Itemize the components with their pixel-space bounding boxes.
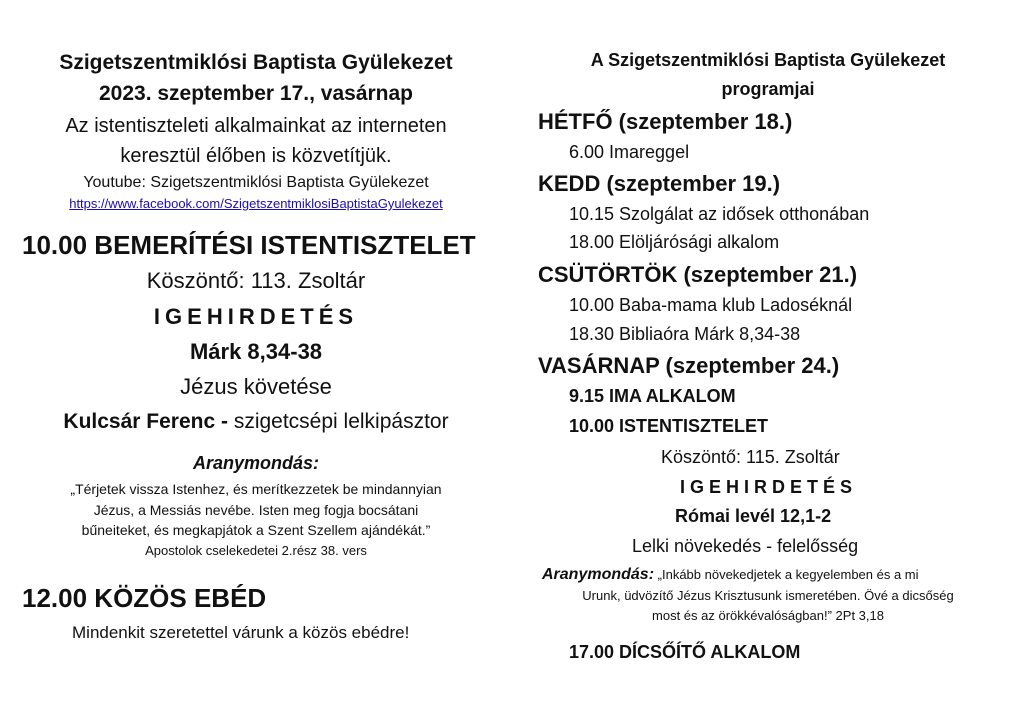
facebook-link[interactable]: https://www.facebook.com/SzigetszentmiklosiBaptistaGyulekezet (69, 196, 443, 211)
preacher-role: szigetcsépi lelkipásztor (233, 410, 449, 433)
service-title: 10.00 BEMERÍTÉSI ISTENTISZTELET (22, 230, 476, 260)
preacher (0, 411, 512, 432)
sermon-label: IGEHIRDETÉS (153, 304, 359, 329)
golden-verse-line-2: Urunk, üdvözítő Jézus Krisztusunk ismeretében. Övé a dicsőség (582, 588, 954, 603)
greeting-psalm: Köszöntő: 113. Zsoltár (146, 268, 366, 293)
church-name: Szigetszentmiklósi Baptista Gyülekezet (59, 51, 453, 74)
day-sunday: VASÁRNAP (szeptember 24.) (538, 353, 840, 378)
day-tuesday: KEDD (szeptember 19.) (538, 171, 781, 196)
sermon-title: Jézus követése (180, 374, 332, 399)
golden-verse-label: Aranymondás: (192, 453, 320, 473)
verse-reference: Apostolok cselekedetei 2.rész 38. vers (145, 543, 367, 558)
monday-item-1: 6.00 Imareggel (569, 142, 690, 162)
sunday-scripture: Római levél 12,1-2 (675, 506, 832, 526)
service-date: 2023. szeptember 17., vasárnap (98, 82, 413, 105)
intro-line-2: keresztül élőben is közvetítjük. (120, 145, 392, 167)
programs-heading-line-2: programjai (721, 79, 815, 99)
lunch-title: 12.00 KÖZÖS EBÉD (22, 583, 267, 613)
verse-line-2: Jézus, a Messiás nevébe. Isten meg fogja bocsátani (93, 502, 419, 518)
preacher-name: Kulcsár Ferenc - (63, 410, 234, 433)
golden-verse-line-1 (542, 567, 919, 583)
sunday-sermon-label: IGEHIRDETÉS (680, 477, 858, 497)
tuesday-item-2: 18.00 Elöljárósági alkalom (569, 232, 780, 252)
thursday-item-2: 18.30 Bibliaóra Márk 8,34-38 (569, 324, 801, 344)
programs-heading-line-1: A Szigetszentmiklósi Baptista Gyülekezet (590, 50, 946, 70)
sunday-greeting-psalm: Köszöntő: 115. Zsoltár (661, 447, 840, 467)
golden-verse-text-1: „Inkább növekedjetek a kegyelemben és a mi (654, 567, 919, 582)
sunday-item-2: 10.00 ISTENTISZTELET (569, 416, 769, 436)
day-thursday: CSÜTÖRTÖK (szeptember 21.) (538, 262, 858, 287)
praise-event: 17.00 DÍCSŐÍTŐ ALKALOM (569, 642, 801, 662)
golden-verse-line-3: most és az örökkévalóságban!” 2Pt 3,18 (652, 608, 884, 623)
verse-line-1: „Térjetek vissza Istenhez, és merítkezzetek be mindannyian (70, 481, 442, 497)
verse-line-3: bűneiteket, és megkapjátok a Szent Szellem ajándékát.” (81, 522, 431, 538)
lunch-invitation: Mindenkit szeretettel várunk a közös ebédre! (72, 623, 410, 642)
scripture-reference: Márk 8,34-38 (189, 339, 323, 364)
thursday-item-1: 10.00 Baba-mama klub Ladoséknál (569, 295, 853, 315)
youtube-channel: Youtube: Szigetszentmiklósi Baptista Gyülekezet (83, 174, 429, 191)
sunday-sermon-title: Lelki növekedés - felelősség (632, 536, 859, 556)
day-monday: HÉTFŐ (szeptember 18.) (538, 109, 793, 134)
golden-verse-label: Aranymondás: (542, 566, 655, 583)
tuesday-item-1: 10.15 Szolgálat az idősek otthonában (569, 204, 870, 224)
sunday-item-1: 9.15 IMA ALKALOM (569, 386, 736, 406)
intro-line-1: Az istentiszteleti alkalmainkat az interneten (65, 115, 447, 137)
